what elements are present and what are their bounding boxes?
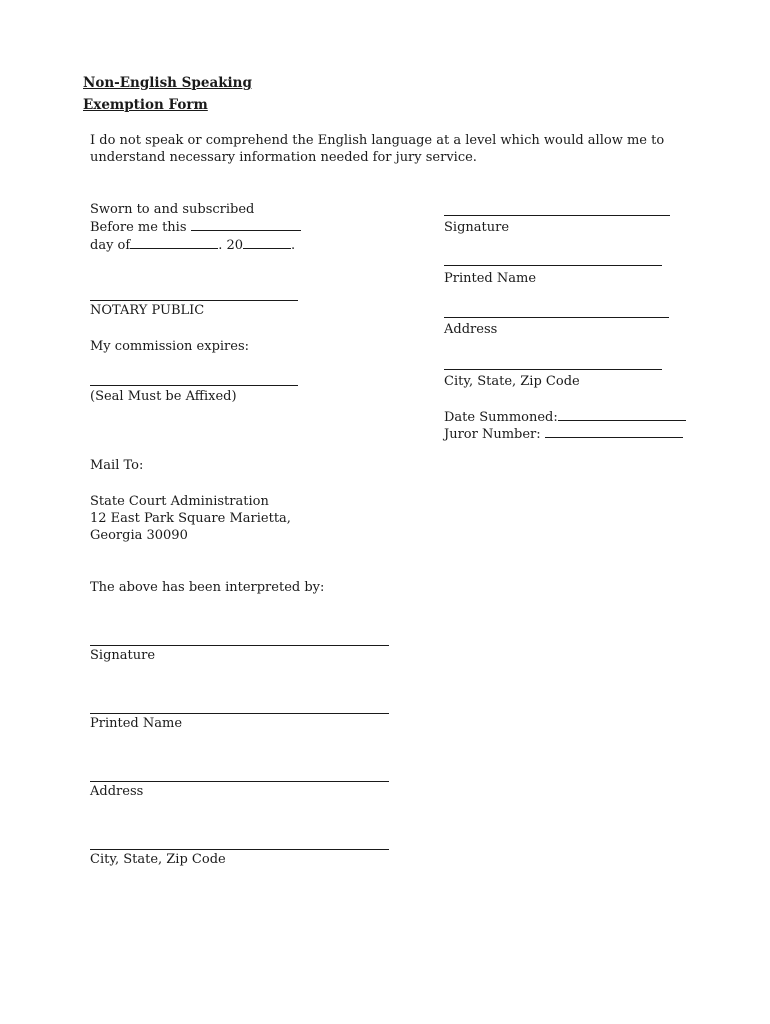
mail-to-label: Mail To: [90, 458, 144, 473]
juror-signature-label: Signature [444, 220, 510, 235]
notary-public-label: NOTARY PUBLIC [90, 303, 205, 318]
juror-city-state-zip-label: City, State, Zip Code [444, 374, 580, 389]
juror-printed-name-line[interactable] [444, 265, 662, 266]
seal-label: (Seal Must be Affixed) [90, 389, 237, 404]
juror-signature-line[interactable] [444, 215, 670, 216]
juror-address-line[interactable] [444, 317, 669, 318]
date-summoned-blank[interactable] [558, 408, 686, 421]
interpreter-signature-label: Signature [90, 648, 156, 663]
interpreter-address-label: Address [90, 784, 144, 799]
year-prefix: . 20 [218, 238, 243, 253]
interpreter-printed-name-line[interactable] [90, 713, 389, 714]
day-of-line [90, 236, 295, 254]
juror-printed-name-label: Printed Name [444, 271, 537, 286]
juror-city-state-zip-line[interactable] [444, 369, 662, 370]
day-of-label: day of [90, 238, 131, 253]
intro-line1: I do not speak or comprehend the English language at a level which would allow me to [90, 133, 665, 148]
juror-number-line [444, 425, 683, 443]
interpreter-printed-name-label: Printed Name [90, 716, 183, 731]
form-title-line2: Exemption Form [83, 97, 208, 113]
form-title-line1: Non-English Speaking [83, 75, 252, 91]
day-blank[interactable] [130, 236, 218, 249]
interpreter-city-state-zip-line[interactable] [90, 849, 389, 850]
seal-line[interactable] [90, 385, 298, 386]
year-suffix: . [291, 238, 296, 253]
intro-line2: understand necessary information needed for jury service. [90, 150, 477, 165]
interpreted-by-heading: The above has been interpreted by: [90, 580, 325, 595]
year-blank[interactable] [243, 236, 291, 249]
before-me-line [90, 218, 301, 236]
sworn-text: Sworn to and subscribed [90, 202, 255, 217]
mail-address-line2: 12 East Park Square Marietta, [90, 511, 291, 526]
date-summoned-line [444, 408, 686, 426]
date-summoned-label: Date Summoned: [444, 410, 558, 425]
mail-address-line1: State Court Administration [90, 494, 269, 509]
juror-number-label: Juror Number: [444, 427, 541, 442]
interpreter-address-line[interactable] [90, 781, 389, 782]
mail-address-line3: Georgia 30090 [90, 528, 188, 543]
before-me-label: Before me this [90, 220, 187, 235]
notary-signature-line[interactable] [90, 300, 298, 301]
juror-address-label: Address [444, 322, 498, 337]
juror-number-blank[interactable] [545, 425, 683, 438]
interpreter-city-state-zip-label: City, State, Zip Code [90, 852, 226, 867]
commission-expires-label: My commission expires: [90, 339, 250, 354]
interpreter-signature-line[interactable] [90, 645, 389, 646]
before-me-blank[interactable] [191, 218, 301, 231]
